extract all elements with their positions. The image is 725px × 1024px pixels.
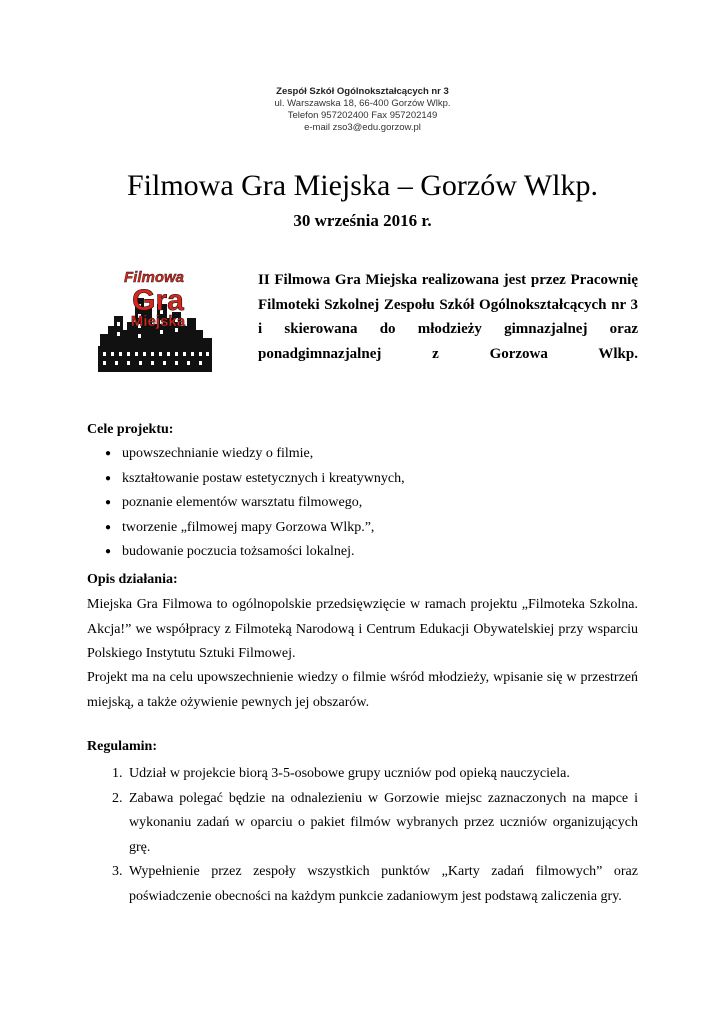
city-skyline-logo-icon	[96, 268, 214, 372]
bullet-icon: ●	[105, 521, 112, 533]
document-title: Filmowa Gra Miejska – Gorzów Wlkp.	[126, 169, 599, 202]
list-item: ● kształtowanie postaw estetycznych i kreatywnych,	[87, 467, 405, 492]
logo-word-filmowa: Filmowa	[123, 269, 185, 286]
bullet-icon: ●	[105, 472, 112, 484]
description-heading: Opis działania:	[87, 572, 178, 587]
document-date: 30 września 2016 r.	[293, 211, 432, 230]
logo-word-miejska: Miejska	[130, 313, 186, 330]
list-item: 1. Udział w projekcie biorą 3-5-osobowe grupy uczniów pod opieką nauczyciela.	[112, 766, 570, 781]
list-item: 3. Wypełnienie przez zespoły wszystkich punktów „Karty zadań filmowych” oraz poświadczenie obecności na każdym punkcie zadaniowym jest podstawą zaliczenia gry.	[112, 864, 638, 904]
school-name: Zespół Szkół Ogólnokształcących nr 3	[276, 86, 449, 97]
goals-heading: Cele projektu:	[87, 422, 174, 437]
filmowa-gra-miejska-logo	[96, 268, 214, 372]
logo-word-gra: Gra	[132, 284, 184, 317]
letterhead	[0, 86, 725, 134]
description-paragraph-2: Projekt ma na celu upowszechnienie wiedzy o filmie wśród młodzieży, wpisanie się w przestrzeń miejską, a także ożywienie pewnych jej obszarów.	[87, 670, 638, 710]
bullet-icon: ●	[105, 448, 112, 459]
list-item: ● poznanie elementów warsztatu filmowego,	[87, 491, 405, 516]
school-email: e-mail zso3@edu.gorzow.pl	[304, 122, 421, 133]
list-item: 2. Zabawa polegać będzie na odnalezieniu w Gorzowie miejsc zaznaczonych na mapce i wykonaniu zadań w oparciu o pakiet filmów wybranych przez uczniów organizujących grę.	[112, 790, 638, 855]
rules-list	[87, 762, 638, 909]
list-item: ● budowanie poczucia tożsamości lokalnej.	[87, 540, 405, 565]
list-item: ● tworzenie „filmowej mapy Gorzowa Wlkp.”,	[87, 516, 405, 541]
list-item: ● upowszechnianie wiedzy o filmie,	[87, 442, 405, 467]
school-address: ul. Warszawska 18, 66-400 Gorzów Wlkp.	[274, 98, 451, 109]
goals-list	[87, 442, 405, 565]
bullet-icon: ●	[105, 546, 112, 557]
rules-heading: Regulamin:	[87, 739, 157, 754]
bullet-icon: ●	[105, 497, 112, 508]
description-paragraph-1: Miejska Gra Filmowa to ogólnopolskie przedsięwzięcie w ramach projektu „Filmoteka Szkolna. Akcja!” we współpracy z Filmoteką Narodową i Centrum Edukacji Obywatelskiej przy wsparciu Polskiego Instytutu Sztuki Filmowej.	[87, 597, 638, 661]
intro-paragraph: II Filmowa Gra Miejska realizowana jest przez Pracownię Filmoteki Szkolnej Zespołu Szkół Ogólnokształcących nr 3 i skierowana do młodzieży gimnazjalnej oraz ponadgimnazjalnej z Gorzowa Wlkp.	[258, 272, 638, 362]
school-phone: Telefon 957202400 Fax 957202149	[287, 110, 438, 121]
